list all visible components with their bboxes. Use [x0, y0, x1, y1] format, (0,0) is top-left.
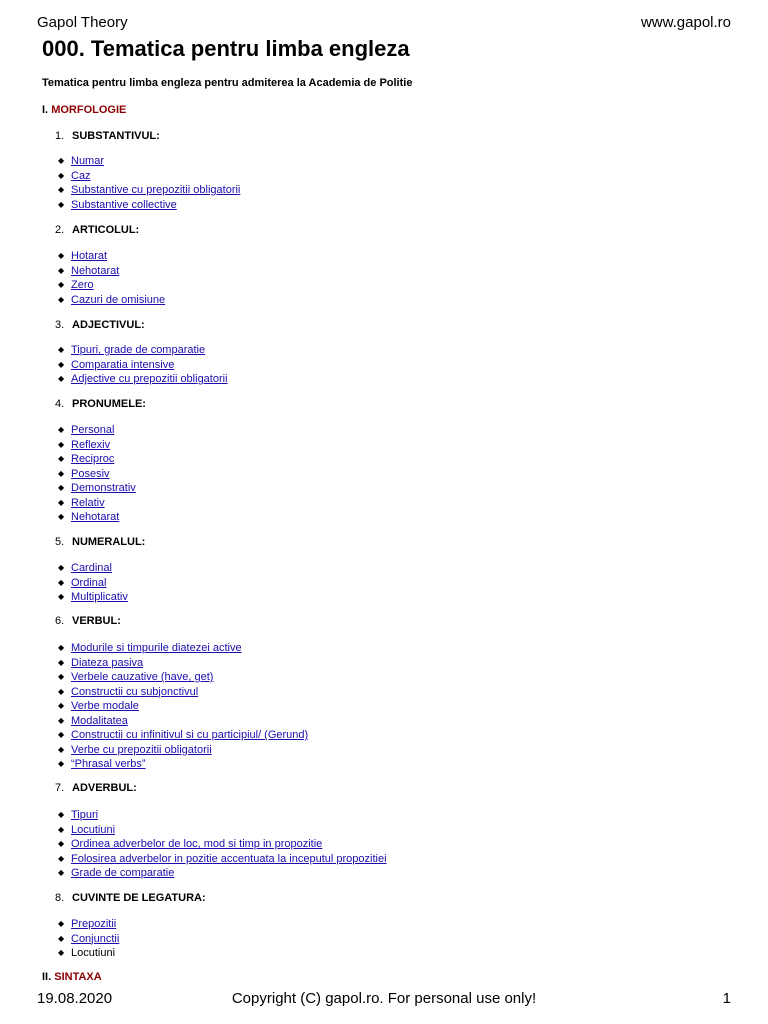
category-name: ADVERBUL: — [72, 782, 137, 794]
category-number: 4. — [55, 398, 65, 410]
topic-link[interactable]: Grade de comparatie — [71, 867, 175, 879]
diamond-bullet-icon: ◆ — [58, 592, 65, 601]
diamond-bullet-icon: ◆ — [58, 280, 65, 289]
topic-link[interactable]: Modurile si timpurile diatezei active — [71, 642, 242, 654]
topic-link[interactable]: Reflexiv — [71, 438, 111, 451]
diamond-bullet-icon: ◆ — [58, 672, 65, 681]
topic-link[interactable]: Diateza pasiva — [71, 656, 144, 669]
topic-link[interactable]: Caz — [71, 169, 91, 182]
intro-text: Tematica pentru limba engleza pentru admiterea la Academia de Politie — [42, 77, 413, 89]
list-item — [55, 743, 308, 758]
list-item — [55, 590, 128, 605]
topic-link[interactable]: Ordinal — [71, 576, 107, 589]
list-item — [55, 467, 136, 482]
category-name: ARTICOLUL: — [72, 224, 140, 236]
topic-link[interactable]: Multiplicativ — [71, 591, 128, 603]
list-item — [55, 264, 165, 279]
diamond-bullet-icon: ◆ — [58, 657, 65, 667]
category-number: 2. — [55, 224, 65, 236]
list-item — [55, 728, 308, 743]
list-item — [55, 198, 240, 213]
topic-link[interactable]: Verbe cu prepozitii obligatorii — [71, 743, 212, 756]
diamond-bullet-icon: ◆ — [58, 294, 65, 304]
diamond-bullet-icon: ◆ — [58, 265, 65, 275]
topic-link[interactable]: Hotarat — [71, 250, 108, 262]
diamond-bullet-icon: ◆ — [58, 512, 65, 521]
topic-link[interactable]: Personal — [71, 424, 115, 436]
list-item — [55, 452, 136, 467]
category-heading — [55, 782, 137, 794]
list-item — [55, 917, 119, 932]
section-heading-sintaxa — [42, 971, 102, 983]
topic-link[interactable]: Cazuri de omisiune — [71, 293, 166, 306]
list-item — [55, 852, 387, 867]
diamond-bullet-icon: ◆ — [58, 730, 65, 739]
list-item — [55, 169, 240, 184]
diamond-bullet-icon: ◆ — [58, 853, 65, 863]
diamond-bullet-icon: ◆ — [58, 686, 65, 696]
list-item — [55, 685, 308, 700]
list-item — [55, 757, 308, 772]
category-number: 3. — [55, 319, 65, 331]
diamond-bullet-icon: ◆ — [58, 251, 65, 260]
list-item — [55, 249, 165, 264]
diamond-bullet-icon: ◆ — [58, 497, 65, 507]
category-number: 7. — [55, 782, 65, 794]
topic-link[interactable]: Verbe modale — [71, 700, 139, 712]
category-number: 1. — [55, 130, 65, 142]
section-name: SINTAXA — [54, 971, 102, 983]
diamond-bullet-icon: ◆ — [58, 868, 65, 877]
category-number: 6. — [55, 615, 65, 627]
list-item — [55, 837, 387, 852]
topic-link[interactable]: Modalitatea — [71, 714, 128, 727]
diamond-bullet-icon: ◆ — [58, 933, 65, 943]
list-item — [55, 510, 136, 525]
category-heading — [55, 615, 121, 627]
topic-link[interactable]: Adjective cu prepozitii obligatorii — [71, 373, 228, 385]
category-heading — [55, 224, 139, 236]
section-prefix: I. — [42, 104, 49, 116]
topic-link[interactable]: Prepozitii — [71, 918, 117, 930]
category-name: NUMERALUL: — [72, 536, 146, 548]
category-number: 5. — [55, 536, 65, 548]
diamond-bullet-icon: ◆ — [58, 439, 65, 449]
category-name: PRONUMELE: — [72, 398, 146, 410]
diamond-bullet-icon: ◆ — [58, 839, 65, 848]
list-item — [55, 358, 228, 373]
topic-link[interactable]: Constructii cu subjonctivul — [71, 685, 199, 698]
list-item — [55, 343, 228, 358]
topic-link[interactable]: Comparatia intensive — [71, 358, 175, 371]
category-item-list — [55, 808, 387, 881]
list-item — [55, 866, 387, 881]
list-item — [55, 154, 240, 169]
diamond-bullet-icon: ◆ — [58, 643, 65, 652]
list-item — [55, 808, 387, 823]
diamond-bullet-icon: ◆ — [58, 919, 65, 928]
list-item — [55, 699, 308, 714]
topic-link[interactable]: Ordinea adverbelor de loc, mod si timp in propozitie — [71, 838, 323, 850]
topic-link[interactable]: Relativ — [71, 496, 105, 509]
list-item — [55, 823, 387, 838]
list-item — [55, 656, 308, 671]
category-name: ADJECTIVUL: — [72, 319, 145, 331]
list-item — [55, 576, 128, 591]
category-item-list — [55, 917, 119, 961]
section-name: MORFOLOGIE — [51, 104, 127, 116]
topic-link[interactable]: Tipuri, grade de comparatie — [71, 344, 206, 356]
topic-text: Locutiuni — [71, 947, 116, 959]
topic-link[interactable]: Verbele cauzative (have, get) — [71, 671, 214, 683]
topic-link[interactable]: Conjunctii — [71, 932, 120, 945]
list-item — [55, 561, 128, 576]
list-item — [55, 670, 308, 685]
header-site-name: Gapol Theory — [37, 14, 128, 31]
category-heading — [55, 130, 160, 142]
diamond-bullet-icon: ◆ — [58, 824, 65, 834]
topic-link[interactable]: Folosirea adverbelor in pozitie accentuata la inceputul propozitiei — [71, 852, 387, 865]
diamond-bullet-icon: ◆ — [58, 374, 65, 383]
header-site-url: www.gapol.ro — [640, 14, 731, 31]
footer-page-number: 1 — [722, 990, 731, 1007]
topic-link[interactable]: Constructii cu infinitivul si cu participiul/ (Gerund) — [71, 729, 309, 741]
diamond-bullet-icon: ◆ — [58, 185, 65, 194]
topic-link[interactable]: Tipuri — [71, 809, 99, 821]
section-prefix: II. — [42, 971, 52, 983]
category-heading — [55, 319, 145, 331]
footer-copyright: Copyright (C) gapol.ro. For personal use only! — [231, 990, 537, 1007]
topic-link[interactable]: Numar — [71, 155, 105, 167]
diamond-bullet-icon: ◆ — [58, 715, 65, 725]
list-item — [55, 481, 136, 496]
category-number: 8. — [55, 892, 65, 904]
category-item-list — [55, 561, 128, 605]
section-heading-morfologie — [42, 104, 126, 116]
diamond-bullet-icon: ◆ — [58, 359, 65, 369]
diamond-bullet-icon: ◆ — [58, 577, 65, 587]
list-item — [55, 932, 119, 947]
category-item-list — [55, 249, 165, 307]
diamond-bullet-icon: ◆ — [58, 170, 65, 180]
topic-link[interactable]: Nehotarat — [71, 511, 120, 523]
category-heading — [55, 398, 146, 410]
category-heading — [55, 892, 206, 904]
list-item — [55, 438, 136, 453]
topic-link[interactable]: Zero — [71, 279, 94, 291]
category-item-list — [55, 343, 228, 387]
topic-link[interactable]: Substantive cu prepozitii obligatorii — [71, 184, 241, 196]
list-item — [55, 946, 119, 961]
category-item-list — [55, 423, 136, 525]
topic-link[interactable]: Locutiuni — [71, 823, 116, 836]
diamond-bullet-icon: ◆ — [58, 948, 65, 957]
topic-link[interactable]: Demonstrativ — [71, 482, 136, 494]
topic-link[interactable]: Reciproc — [71, 453, 115, 465]
diamond-bullet-icon: ◆ — [58, 156, 65, 165]
footer-date: 19.08.2020 — [37, 990, 113, 1007]
diamond-bullet-icon: ◆ — [58, 759, 65, 768]
list-item — [55, 372, 228, 387]
topic-link[interactable]: Posesiv — [71, 467, 110, 480]
diamond-bullet-icon: ◆ — [58, 468, 65, 478]
list-item — [55, 423, 136, 438]
topic-link[interactable]: “Phrasal verbs” — [71, 758, 146, 770]
diamond-bullet-icon: ◆ — [58, 483, 65, 492]
diamond-bullet-icon: ◆ — [58, 454, 65, 463]
list-item — [55, 641, 308, 656]
diamond-bullet-icon: ◆ — [58, 744, 65, 754]
category-name: SUBSTANTIVUL: — [72, 130, 160, 142]
list-item — [55, 496, 136, 511]
category-item-list — [55, 154, 240, 212]
category-heading — [55, 536, 145, 548]
category-name: CUVINTE DE LEGATURA: — [72, 892, 206, 904]
category-name: VERBUL: — [72, 615, 121, 627]
page-title: 000. Tematica pentru limba engleza — [42, 36, 410, 61]
diamond-bullet-icon: ◆ — [58, 345, 65, 354]
topic-link[interactable]: Cardinal — [71, 562, 112, 574]
diamond-bullet-icon: ◆ — [58, 425, 65, 434]
diamond-bullet-icon: ◆ — [58, 563, 65, 572]
topic-link[interactable]: Nehotarat — [71, 264, 120, 277]
list-item — [55, 293, 165, 308]
diamond-bullet-icon: ◆ — [58, 810, 65, 819]
diamond-bullet-icon: ◆ — [58, 199, 65, 209]
list-item — [55, 714, 308, 729]
list-item — [55, 278, 165, 293]
diamond-bullet-icon: ◆ — [58, 701, 65, 710]
topic-link[interactable]: Substantive collective — [71, 198, 177, 211]
list-item — [55, 183, 240, 198]
category-item-list — [55, 641, 308, 772]
